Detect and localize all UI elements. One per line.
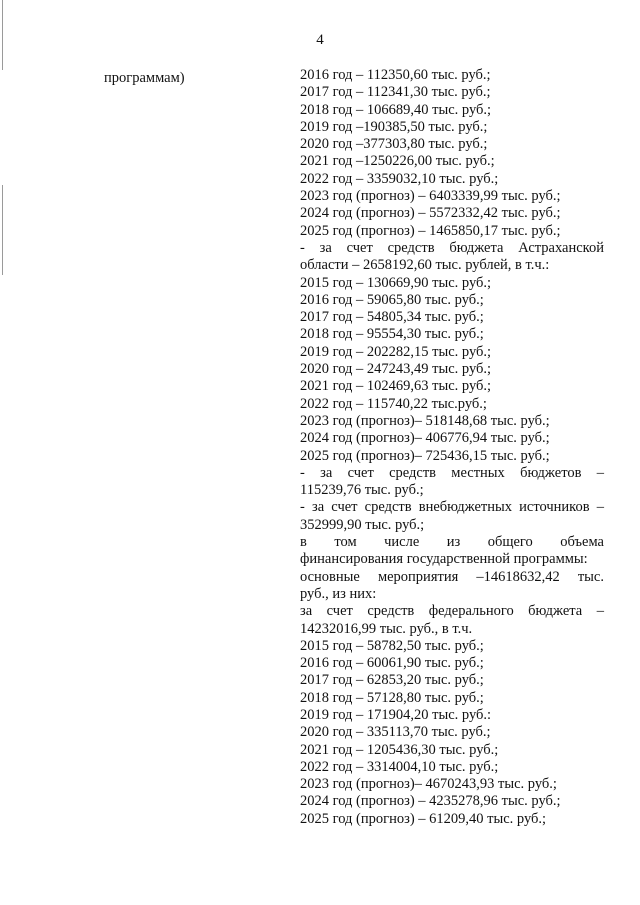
text-word: средств	[367, 603, 415, 620]
text-word: числе	[384, 534, 420, 551]
text-word: счет	[326, 603, 353, 620]
text-line: 2020 год –377303,80 тыс. руб.;	[300, 136, 488, 153]
left-column-label: программам)	[104, 70, 185, 86]
text-word: –	[596, 603, 604, 620]
text-line	[300, 603, 604, 620]
text-line: 2023 год (прогноз)– 518148,68 тыс. руб.;	[300, 412, 550, 429]
text-line	[300, 240, 604, 257]
text-word: –14618632,42	[476, 568, 560, 585]
text-line: 2022 год – 3359032,10 тыс. руб.;	[300, 170, 499, 187]
text-line: 2022 год – 3314004,10 тыс. руб.;	[300, 758, 499, 775]
text-line: области – 2658192,60 тыс. рублей, в т.ч.:	[300, 257, 550, 274]
text-word: за	[311, 499, 325, 516]
text-word: за	[320, 464, 333, 481]
text-line: 2024 год (прогноз) – 4235278,96 тыс. руб.;	[300, 793, 561, 810]
text-line: 2018 год – 95554,30 тыс. руб.;	[300, 326, 484, 343]
text-word: общего	[487, 534, 533, 551]
text-line: 2016 год – 60061,90 тыс. руб.;	[300, 655, 484, 672]
text-word: счет	[346, 239, 373, 256]
text-line	[300, 534, 604, 551]
text-word: федерального	[428, 603, 514, 620]
text-line: 2025 год (прогноз) – 61209,40 тыс. руб.;	[300, 810, 547, 827]
text-line: 2017 год – 62853,20 тыс. руб.;	[300, 672, 484, 689]
text-word: –	[596, 499, 604, 516]
text-line: 2017 год – 54805,34 тыс. руб.;	[300, 309, 484, 326]
text-line: 2021 год –1250226,00 тыс. руб.;	[300, 153, 495, 170]
text-line: 2025 год (прогноз) – 1465850,17 тыс. руб.;	[300, 222, 561, 239]
text-word: за	[319, 239, 332, 256]
text-line: 2015 год – 130669,90 тыс. руб.;	[300, 274, 492, 291]
text-word: тыс.	[577, 568, 604, 585]
text-word: мероприятия	[377, 568, 459, 585]
text-line: руб., из них:	[300, 585, 377, 602]
text-word: источников	[519, 499, 590, 516]
text-word: местных	[451, 464, 505, 481]
page-number: 4	[316, 32, 324, 48]
text-line: 2015 год – 58782,50 тыс. руб.;	[300, 637, 484, 654]
text-line: 2018 год – 57128,80 тыс. руб.;	[300, 689, 484, 706]
text-line: 2018 год – 106689,40 тыс. руб.;	[300, 101, 492, 118]
text-word: внебюджетных	[418, 499, 512, 516]
text-word: -	[300, 239, 305, 256]
text-line: финансирования государственной программы:	[300, 551, 588, 568]
scan-edge-line	[2, 185, 3, 275]
text-word: том	[334, 534, 357, 551]
text-line: 2019 год – 202282,15 тыс. руб.;	[300, 343, 492, 360]
text-line: 2024 год (прогноз)– 406776,94 тыс. руб.;	[300, 430, 550, 447]
text-word: объема	[560, 534, 604, 551]
text-line: 2021 год – 102469,63 тыс. руб.;	[300, 378, 492, 395]
text-word: в	[300, 534, 307, 551]
text-word: -	[300, 499, 305, 516]
text-word: основные	[300, 568, 360, 585]
financing-text-column	[300, 67, 604, 828]
text-line	[300, 569, 604, 586]
text-line: 2025 год (прогноз)– 725436,15 тыс. руб.;	[300, 447, 550, 464]
text-line: 352999,90 тыс. руб.;	[300, 516, 425, 533]
text-line: 115239,76 тыс. руб.;	[300, 482, 424, 499]
text-word: средств	[364, 499, 412, 516]
text-word: счет	[347, 464, 374, 481]
text-line: 2019 год –190385,50 тыс. руб.;	[300, 118, 488, 135]
text-line: 2020 год – 247243,49 тыс. руб.;	[300, 361, 492, 378]
text-line: 2020 год – 335113,70 тыс. руб.;	[300, 724, 491, 741]
text-word: средств	[387, 239, 435, 256]
text-word: средств	[389, 464, 437, 481]
text-word: счет	[331, 499, 358, 516]
text-line: 2023 год (прогноз) – 6403339,99 тыс. руб.;	[300, 188, 561, 205]
text-word: бюджета	[528, 603, 583, 620]
text-line: 2024 год (прогноз) – 5572332,42 тыс. руб.;	[300, 205, 561, 222]
text-word: Астраханской	[518, 239, 604, 256]
text-line: 2017 год – 112341,30 тыс. руб.;	[300, 84, 491, 101]
text-word: бюджета	[449, 239, 504, 256]
text-line: 2023 год (прогноз)– 4670243,93 тыс. руб.;	[300, 776, 557, 793]
text-line: 2016 год – 59065,80 тыс. руб.;	[300, 291, 484, 308]
text-line: 14232016,99 тыс. руб., в т.ч.	[300, 620, 473, 637]
text-line: 2022 год – 115740,22 тыс.руб.;	[300, 395, 487, 412]
text-line: 2016 год – 112350,60 тыс. руб.;	[300, 67, 491, 83]
text-word: -	[300, 464, 305, 481]
text-line	[300, 499, 604, 516]
text-line	[300, 465, 604, 482]
text-word: –	[596, 464, 604, 481]
text-line: 2021 год – 1205436,30 тыс. руб.;	[300, 741, 499, 758]
text-word: бюджетов	[520, 464, 582, 481]
text-line: 2019 год – 171904,20 тыс. руб.:	[300, 706, 492, 723]
text-word: за	[300, 603, 313, 620]
text-word: из	[446, 534, 461, 551]
